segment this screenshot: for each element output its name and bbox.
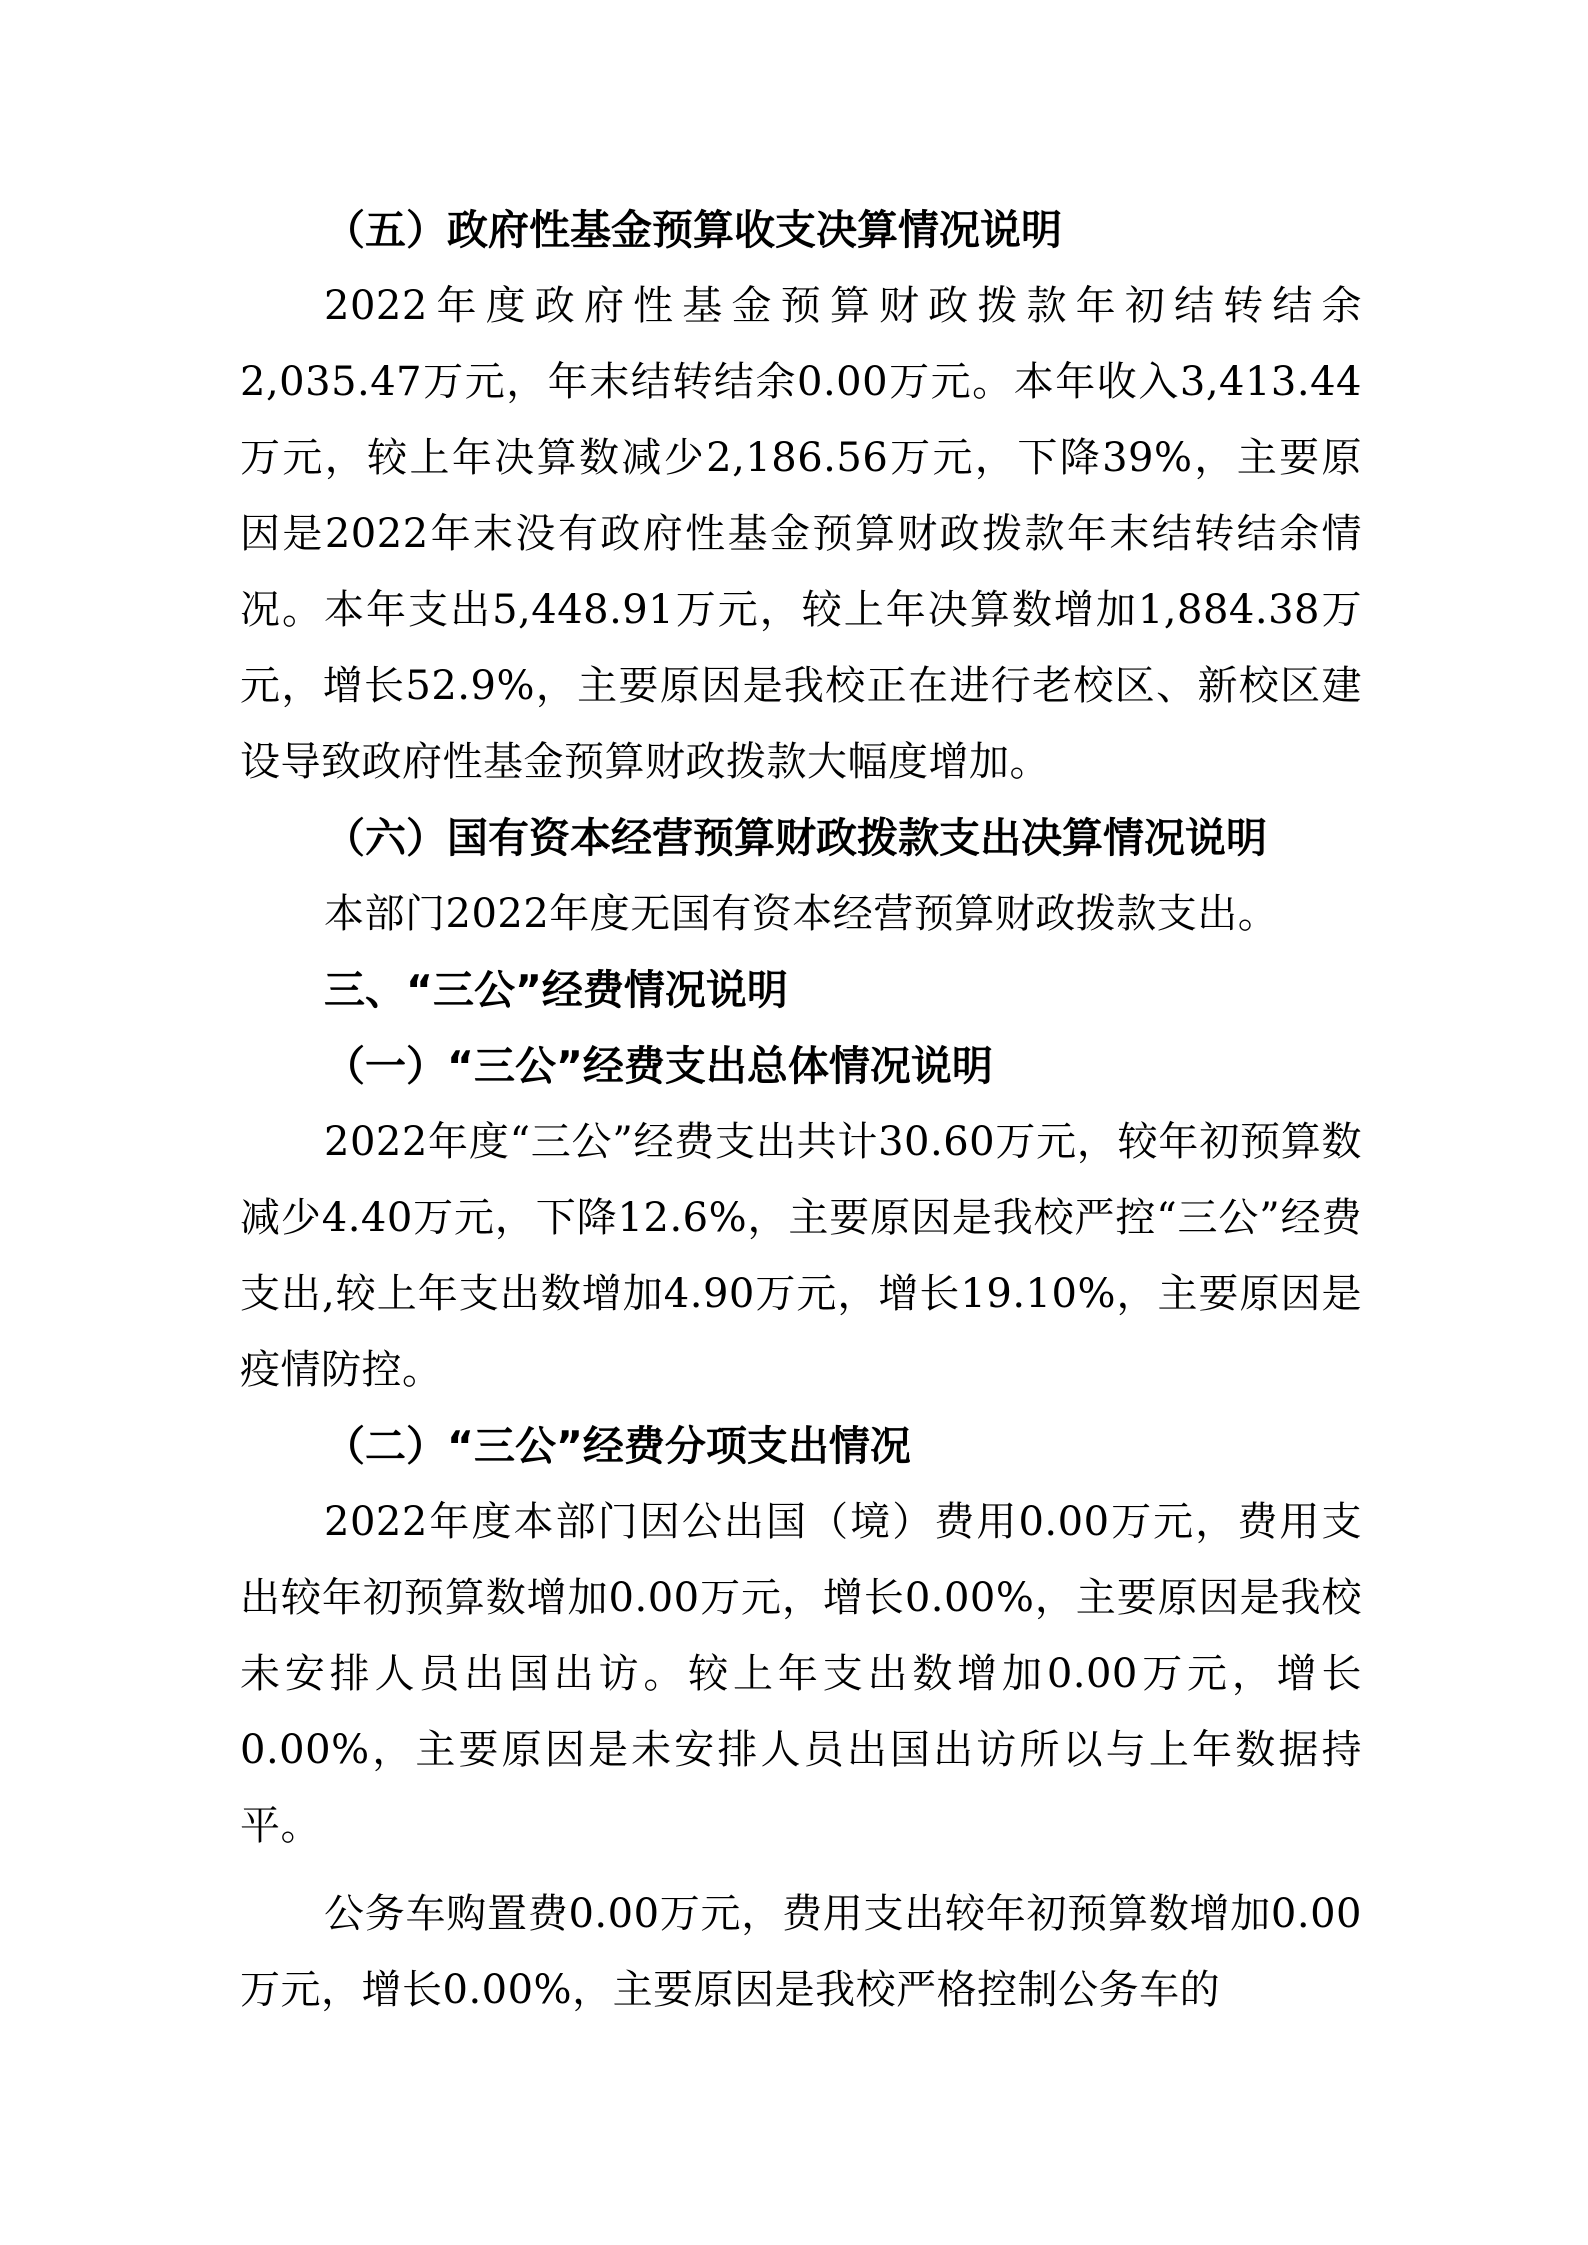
section-heading-5: （五）政府性基金预算收支决算情况说明 — [324, 206, 1062, 254]
paragraph-state-capital: 本部门2022年度无国有资本经营预算财政拨款支出。 — [324, 891, 1279, 937]
paragraph-vehicle-purchase: 公务车购置费0.00万元，费用支出较年初预算数增加0.00万元，增长0.00%，主要原因是我校严格控制公务车的 — [240, 1891, 1362, 2013]
section-heading-2: （二）“三公”经费分项支出情况 — [324, 1422, 911, 1470]
paragraph-government-fund: 2022年度政府性基金预算财政拨款年初结转结余2,035.47万元，年末结转结余0.00万元。本年收入3,413.44万元，较上年决算数减少2,186.56万元，下降39%，主要原因是2022年末没有政府性基金预算财政拨款年末结转结余情况。本年支出5,448.91万元，较上年决算数增加1,884.38万元，增长52.9%，主要原因是我校正在进行老校区、新校区建设导致政府性基金预算财政拨款大幅度增加。 — [240, 283, 1362, 785]
document-body — [240, 192, 1362, 2028]
paragraph-three-public-total: 2022年度“三公”经费支出共计30.60万元，较年初预算数减少4.40万元，下降12.6%，主要原因是我校严控“三公”经费支出,较上年支出数增加4.90万元，增长19.10%，主要原因是疫情防控。 — [240, 1119, 1362, 1393]
chapter-heading-3: 三、“三公”经费情况说明 — [324, 966, 788, 1014]
paragraph-overseas-travel: 2022年度本部门因公出国（境）费用0.00万元，费用支出较年初预算数增加0.00万元，增长0.00%，主要原因是我校未安排人员出国出访。较上年支出数增加0.00万元，增长0.00%，主要原因是未安排人员出国出访所以与上年数据持平。 — [240, 1499, 1362, 1849]
section-heading-1: （一）“三公”经费支出总体情况说明 — [324, 1042, 993, 1090]
section-heading-6: （六）国有资本经营预算财政拨款支出决算情况说明 — [324, 814, 1267, 862]
